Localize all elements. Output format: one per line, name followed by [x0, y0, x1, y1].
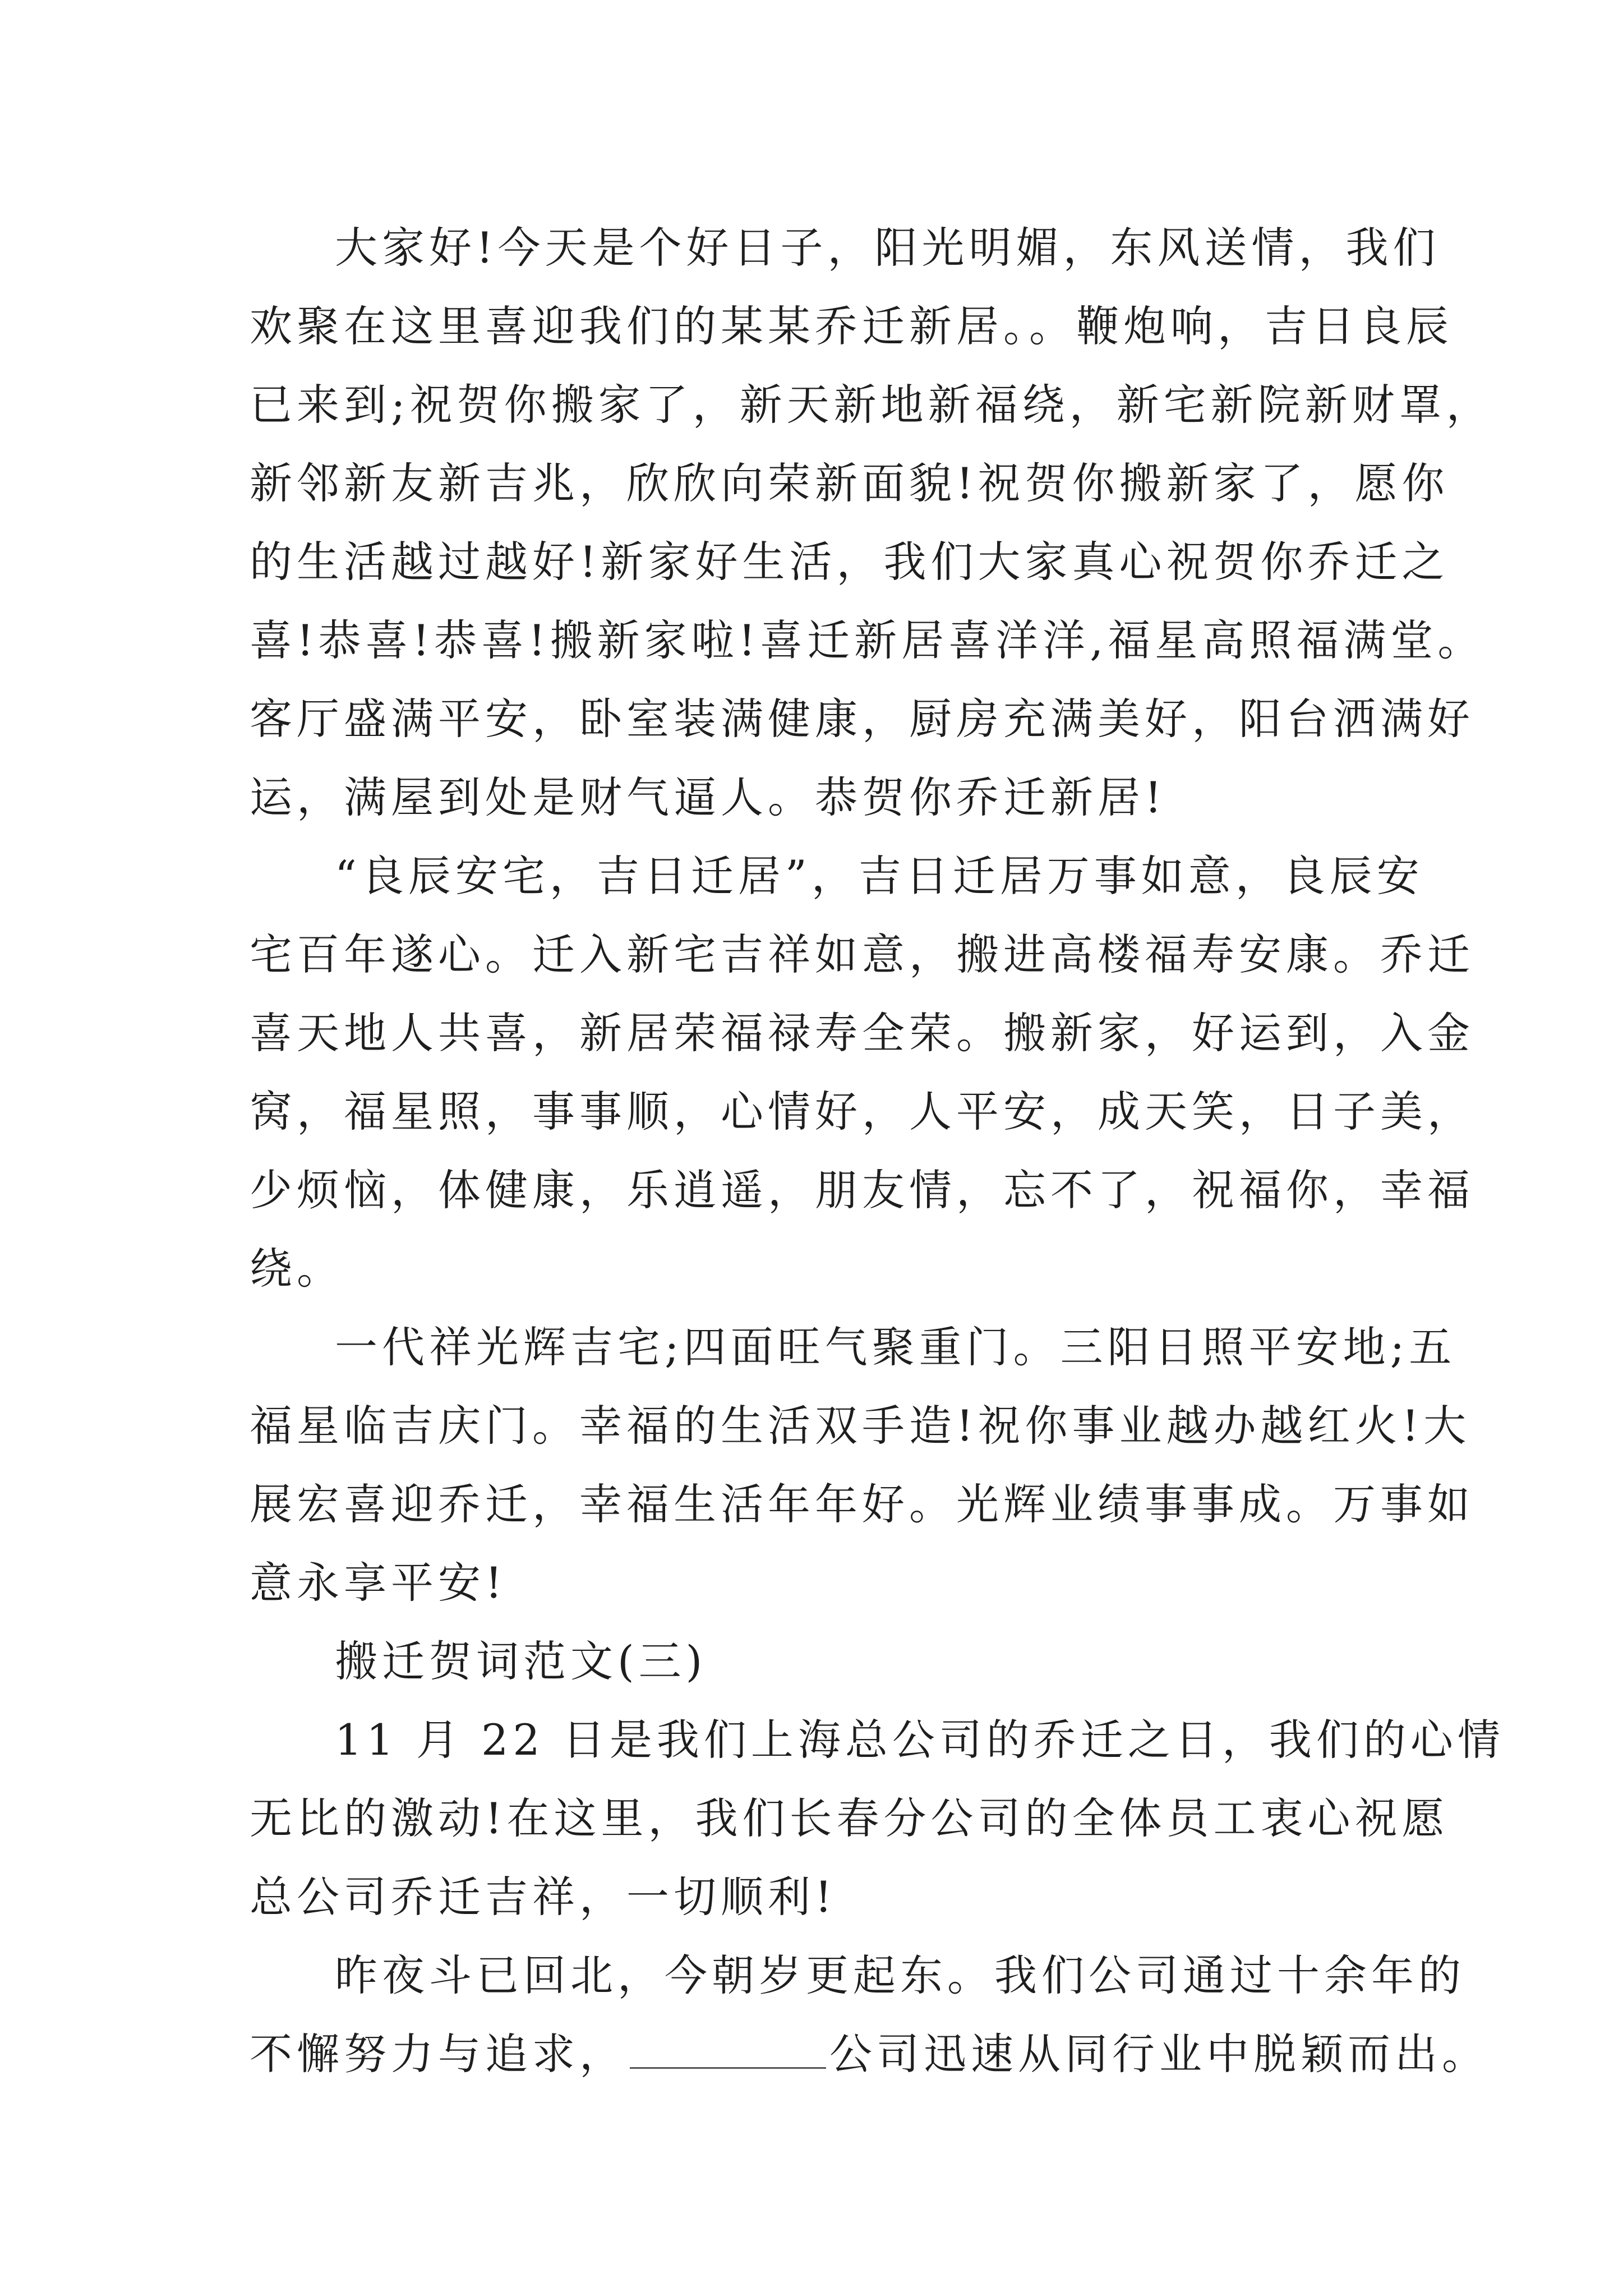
text-line: 无比的激动!在这里，我们长春分公司的全体员工衷心祝愿 — [250, 1793, 1449, 1843]
text-line: 少烦恼，体健康，乐逍遥，朋友情，忘不了，祝福你，幸福 — [250, 1165, 1474, 1215]
text-line: 已来到;祝贺你搬家了，新天新地新福绕，新宅新院新财罩， — [250, 380, 1493, 430]
text-line: 11 月 22 日是我们上海总公司的乔迁之日，我们的心情 — [335, 1715, 1505, 1765]
text-segment: 不懈努力与追求， — [250, 2029, 626, 2079]
text-line: “良辰安宅，吉日迁居”，吉日迁居万事如意，良辰安 — [335, 851, 1424, 901]
paragraph — [250, 1308, 1474, 1622]
paragraph — [250, 1936, 1489, 2093]
text-line: 意永享平安! — [250, 1558, 507, 1608]
text-line: 宅百年遂心。迁入新宅吉祥如意，搬进高楼福寿安康。乔迁 — [250, 930, 1474, 979]
text-line: 总公司乔迁吉祥，一切顺利! — [250, 1872, 837, 1922]
section-heading — [250, 1622, 1394, 1701]
text-line: 展宏喜迎乔迁，幸福生活年年好。光辉业绩事事成。万事如 — [250, 1479, 1474, 1529]
document-body — [250, 209, 1505, 2093]
text-line-with-blank — [250, 2015, 1489, 2093]
text-line: 福星临吉庆门。幸福的生活双手造!祝你事业越办越红火!大 — [250, 1401, 1471, 1451]
text-line: 喜天地人共喜，新居荣福禄寿全荣。搬新家，好运到，入金 — [250, 1008, 1474, 1058]
heading-text: 搬迁贺词范文(三) — [335, 1636, 707, 1686]
text-line: 昨夜斗已回北，今朝岁更起东。我们公司通过十余年的 — [335, 1950, 1465, 2000]
text-line: 新邻新友新吉兆，欣欣向荣新面貌!祝贺你搬新家了，愿你 — [250, 458, 1449, 508]
text-line: 喜!恭喜!恭喜!搬新家啦!喜迁新居喜洋洋,福星高照福满堂。 — [250, 615, 1485, 665]
text-segment: 公司迅速从同行业中脱颖而出。 — [829, 2029, 1489, 2079]
paragraph — [250, 209, 1493, 837]
text-line: 绕。 — [250, 1244, 344, 1294]
text-line: 的生活越过越好!新家好生活，我们大家真心祝贺你乔迁之 — [250, 537, 1449, 587]
paragraph — [250, 1701, 1505, 1936]
paragraph — [250, 837, 1474, 1308]
fill-in-blank — [630, 2022, 826, 2069]
text-line: 客厅盛满平安，卧室装满健康，厨房充满美好，阳台洒满好 — [250, 694, 1474, 744]
text-line: 欢聚在这里喜迎我们的某某乔迁新居。。鞭炮响，吉日良辰 — [250, 301, 1453, 351]
text-line: 窝，福星照，事事顺，心情好，人平安，成天笑，日子美， — [250, 1087, 1474, 1137]
text-line: 大家好!今天是个好日子，阳光明媚，东风送情，我们 — [335, 223, 1440, 273]
text-line: 运，满屋到处是财气逼人。恭贺你乔迁新居! — [250, 772, 1166, 822]
text-line: 一代祥光辉吉宅;四面旺气聚重门。三阳日照平安地;五 — [335, 1322, 1456, 1372]
